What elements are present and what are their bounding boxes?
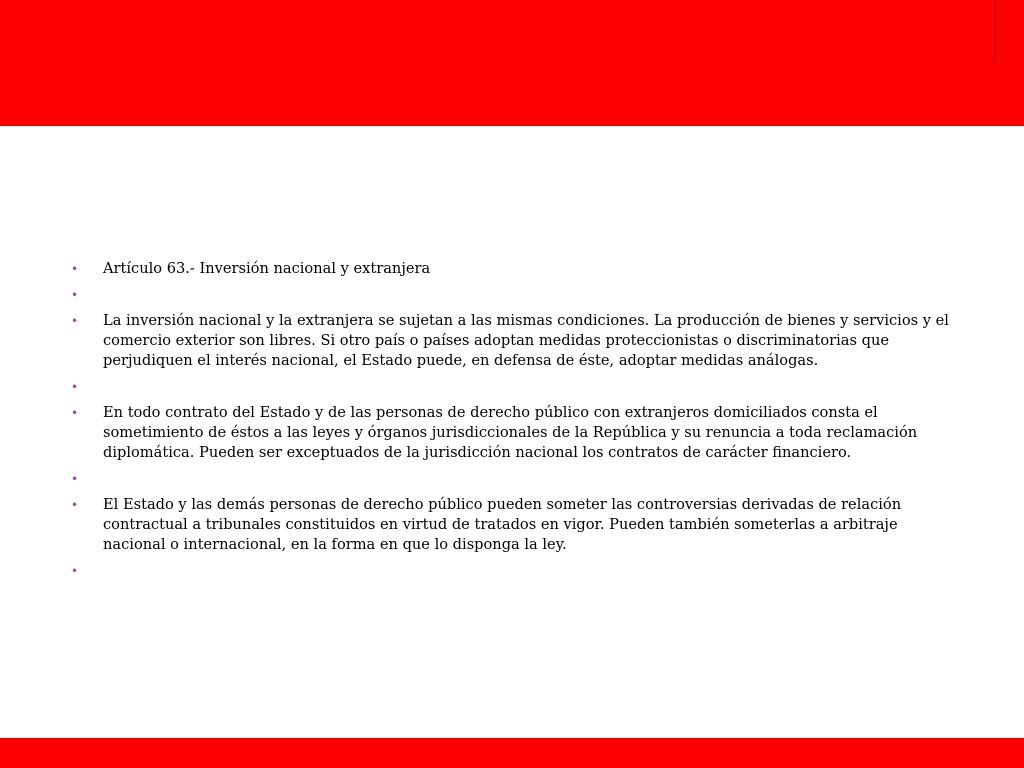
- bullet-icon: •: [71, 288, 79, 302]
- banner-divider-line: [994, 0, 995, 64]
- bullet-text: En todo contrato del Estado y de las personas de derecho público con extranjeros domiciliados consta el sometimiento de éstos a las leyes y órganos jurisdiccionales de la República y su renuncia a toda reclamación diplomática. Pueden ser exceptuados de la jurisdicción nacional los contratos de carácter financiero.: [103, 404, 918, 461]
- top-banner: [0, 0, 1024, 126]
- bullet-icon: •: [71, 314, 79, 328]
- bullet-item-empty: [64, 285, 964, 305]
- bottom-bar: [0, 738, 1024, 768]
- bullet-icon: •: [71, 472, 79, 486]
- bullet-item-article-title: [64, 259, 964, 279]
- bullet-text: La inversión nacional y la extranjera se sujetan a las mismas condiciones. La producción de bienes y servicios y el comercio exterior son libres. Si otro país o países adoptan medidas proteccionistas o discriminatorias que perjudiquen el interés nacional, el Estado puede, en defensa de éste, adoptar medidas análogas.: [103, 312, 949, 369]
- bullet-item-empty: [64, 377, 964, 397]
- bullet-icon: •: [71, 498, 79, 512]
- bullet-list: [64, 259, 964, 581]
- bullet-item-paragraph-2: [64, 403, 964, 463]
- bullet-icon: •: [71, 564, 79, 578]
- bullet-icon: •: [71, 406, 79, 420]
- bullet-item-paragraph-1: [64, 311, 964, 371]
- slide-content: [64, 259, 964, 587]
- bullet-item-empty: [64, 561, 964, 581]
- bullet-icon: •: [71, 262, 79, 276]
- bullet-text: Artículo 63.- Inversión nacional y extranjera: [103, 260, 431, 277]
- bullet-icon: •: [71, 380, 79, 394]
- bullet-text: El Estado y las demás personas de derecho público pueden someter las controversias derivadas de relación contractual a tribunales constituidos en virtud de tratados en vigor. Pueden también someterlas a arbitraje nacional o internacional, en la forma en que lo disponga la ley.: [103, 496, 902, 553]
- bullet-item-paragraph-3: [64, 495, 964, 555]
- bullet-item-empty: [64, 469, 964, 489]
